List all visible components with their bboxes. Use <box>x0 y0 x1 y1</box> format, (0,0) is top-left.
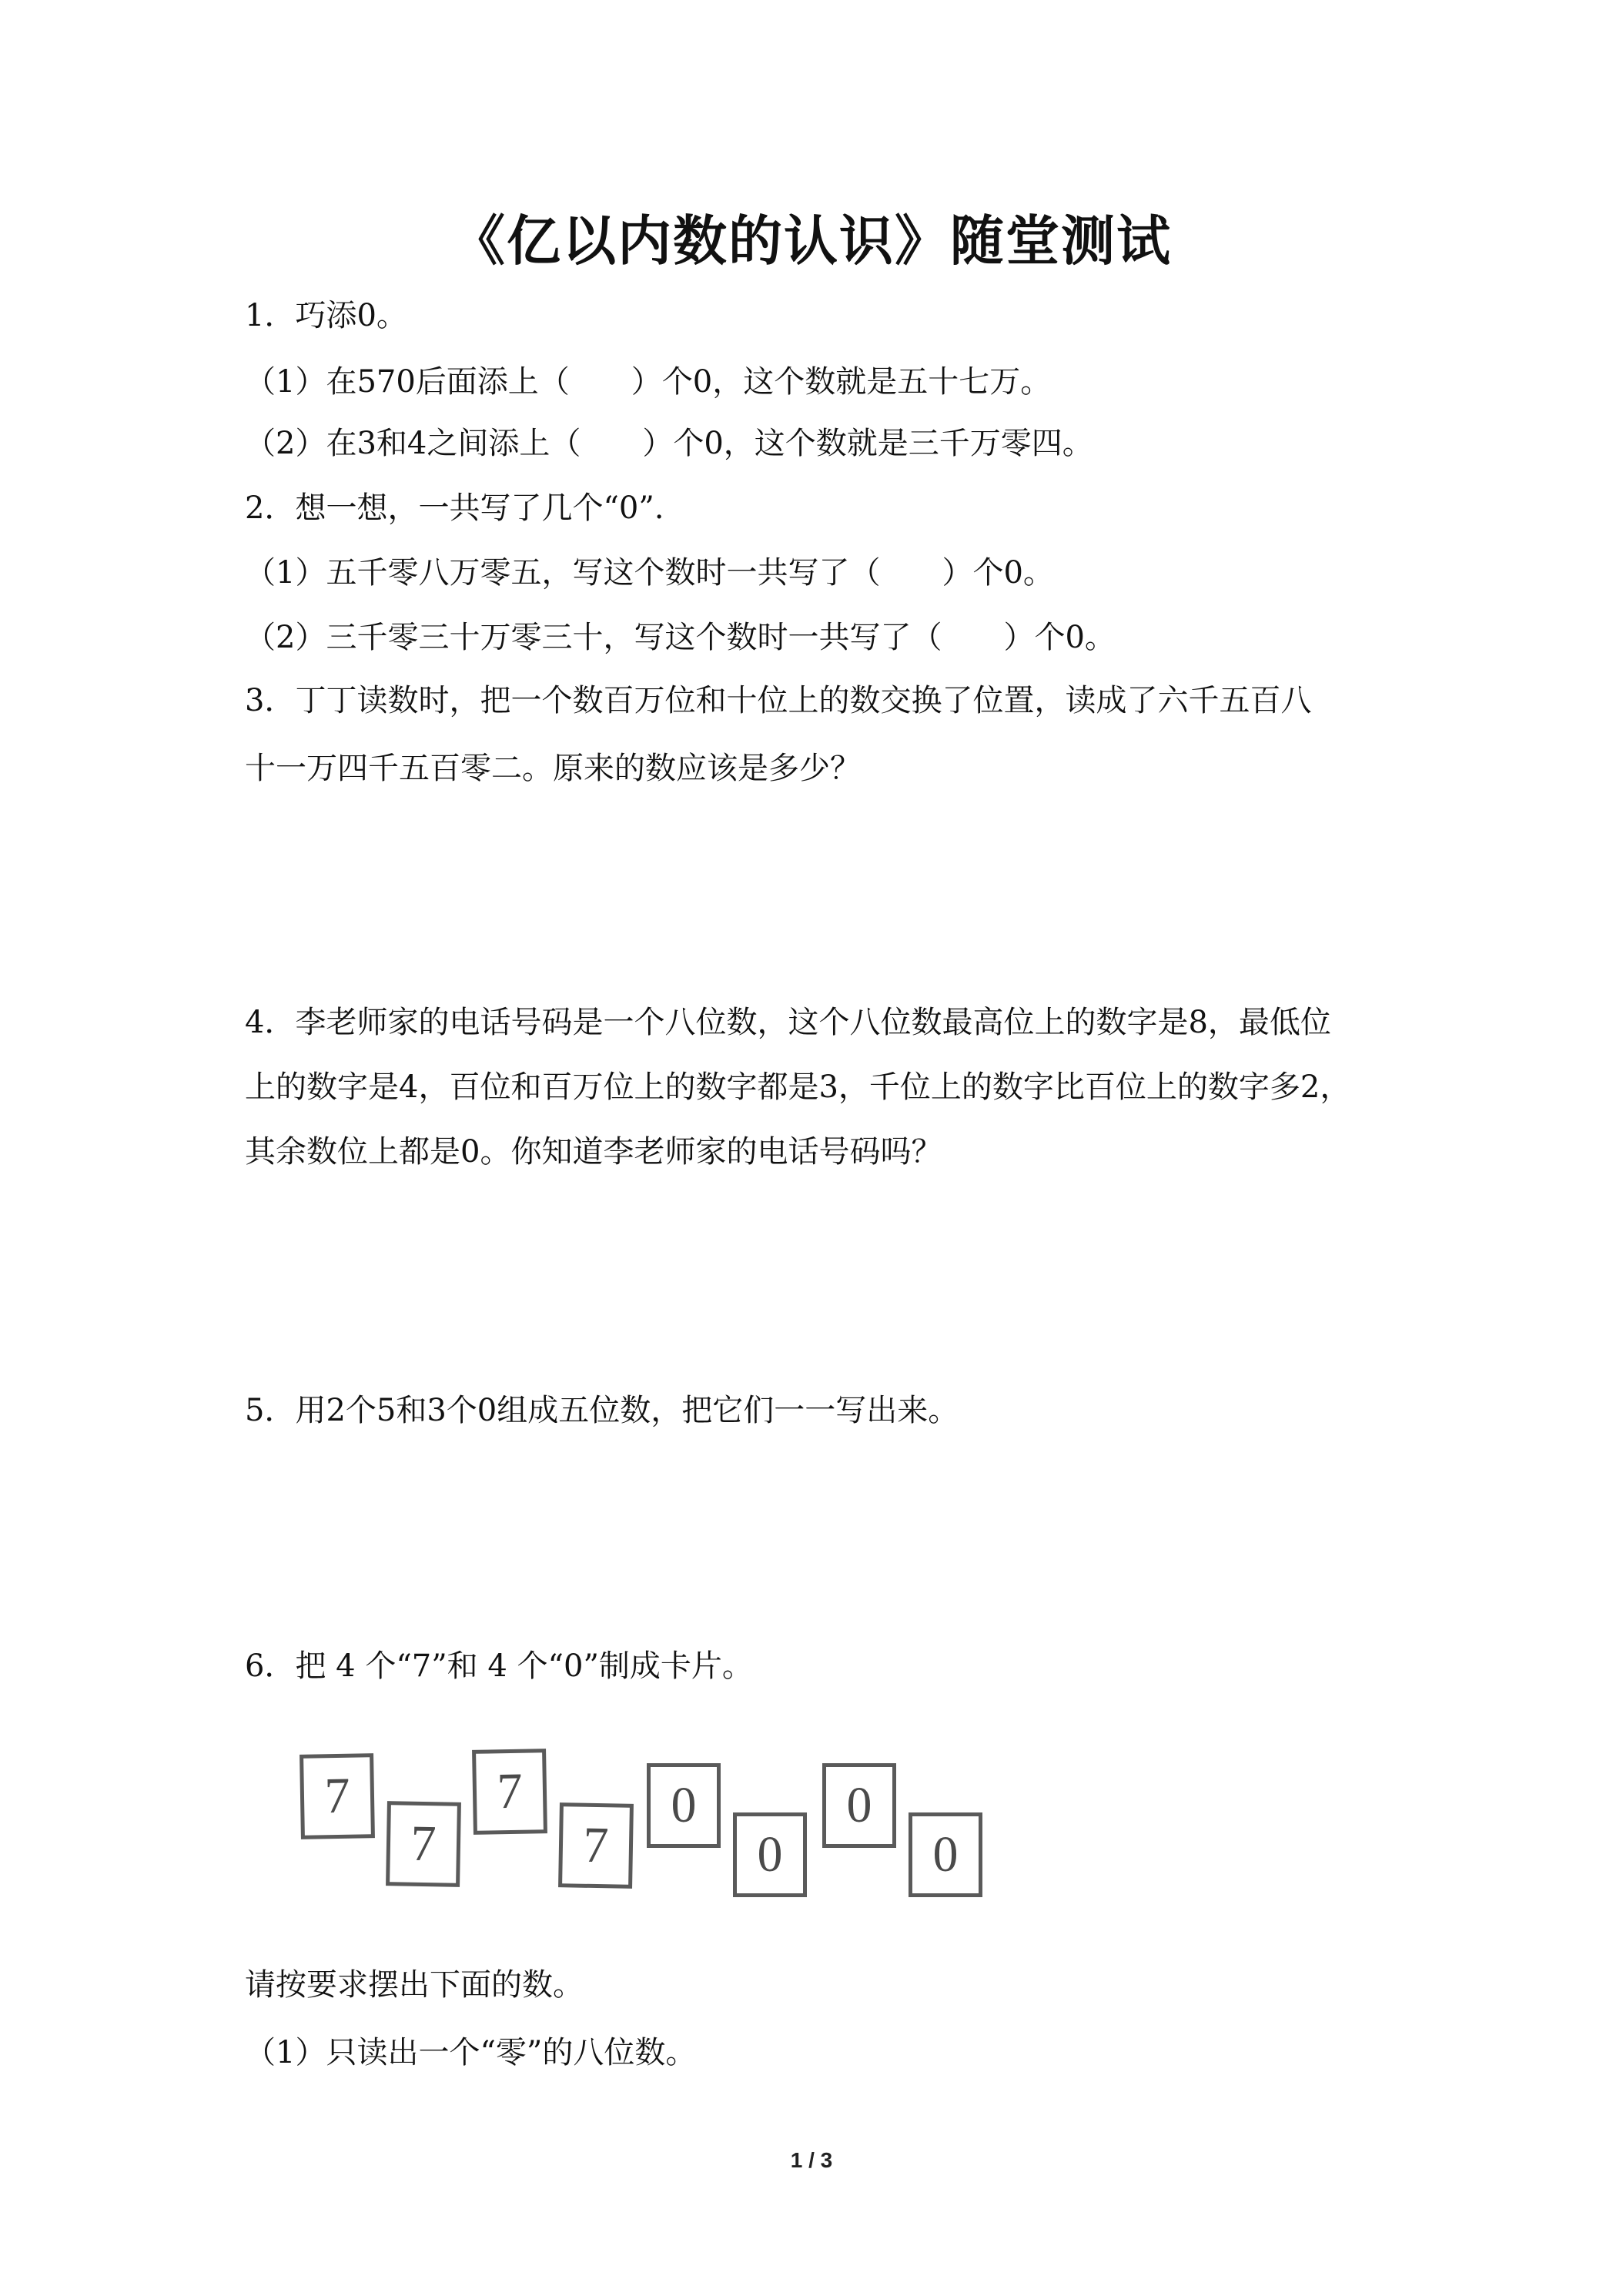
q6-stem: 6．把 4 个“7”和 4 个“0”制成卡片。 <box>245 1648 753 1684</box>
number-card: 0 <box>822 1763 896 1848</box>
q1-stem: 1．巧添0。 <box>245 298 407 333</box>
q1-part1: （1）在570后面添上（ ）个0，这个数就是五十七万。 <box>245 364 1052 400</box>
q3-line1: 3．丁丁读数时，把一个数百万位和十位上的数交换了位置，读成了六千五百八 <box>245 683 1312 718</box>
q6-instruction: 请按要求摆出下面的数。 <box>245 1967 584 2003</box>
number-card: 7 <box>386 1801 461 1887</box>
number-cards-illustration <box>293 1732 1032 1917</box>
q4-line2: 上的数字是4，百位和百万位上的数字都是3，千位上的数字比百位上的数字多2， <box>245 1069 1351 1105</box>
q4-line3: 其余数位上都是0。你知道李老师家的电话号码吗？ <box>245 1134 942 1170</box>
q5-stem: 5．用2个5和3个0组成五位数，把它们一一写出来。 <box>245 1393 959 1428</box>
page-number: 1 / 3 <box>790 2148 833 2172</box>
number-card: 0 <box>909 1812 982 1897</box>
q2-stem: 2．想一想，一共写了几个“0”. <box>245 490 664 526</box>
q6-part1: （1）只读出一个“零”的八位数。 <box>245 2035 697 2070</box>
page-title: 《亿以内数的认识》随堂测试 <box>451 209 1172 273</box>
number-card: 7 <box>472 1749 547 1835</box>
q2-part2: （2）三千零三十万零三十，写这个数时一共写了（ ）个0。 <box>245 620 1116 655</box>
q1-part2: （2）在3和4之间添上（ ）个0，这个数就是三千万零四。 <box>245 426 1093 461</box>
q2-part1: （1）五千零八万零五，写这个数时一共写了（ ）个0。 <box>245 555 1054 591</box>
number-card: 7 <box>300 1753 375 1839</box>
number-card: 7 <box>558 1802 634 1889</box>
number-card: 0 <box>733 1812 807 1897</box>
q4-line1: 4．李老师家的电话号码是一个八位数，这个八位数最高位上的数字是8，最低位 <box>245 1005 1331 1040</box>
q3-line2: 十一万四千五百零二。原来的数应该是多少？ <box>245 751 861 786</box>
number-card: 0 <box>647 1763 721 1848</box>
